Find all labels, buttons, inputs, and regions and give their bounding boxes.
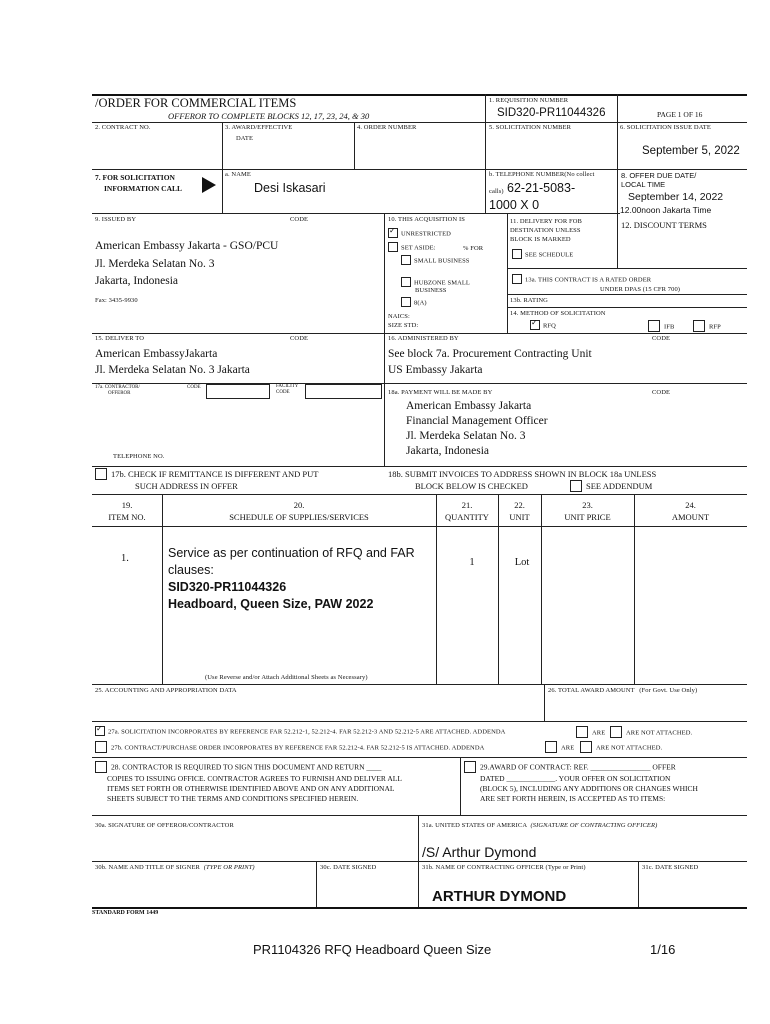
- fob-line-2: DESTINATION UNLESS: [510, 227, 581, 234]
- col-header-amount: [634, 499, 747, 523]
- rated-order-checkbox[interactable]: [512, 275, 651, 285]
- b29-line-4: ARE SET FORTH HEREIN, IS ACCEPTED AS TO ITEMS:: [480, 794, 666, 803]
- remittance-checkbox[interactable]: [95, 469, 318, 481]
- see-schedule-checkbox[interactable]: [512, 250, 573, 260]
- col-label-20: SCHEDULE OF SUPPLIES/SERVICES: [229, 512, 369, 522]
- are-label-27b: ARE: [561, 744, 575, 752]
- small-business-label: SMALL BUSINESS: [414, 257, 470, 265]
- offer-due-label-2: LOCAL TIME: [621, 180, 666, 189]
- are-label-27a: ARE: [592, 729, 606, 737]
- facility-label-2: CODE: [276, 390, 290, 395]
- addendum-label: SEE ADDENDUM: [586, 481, 653, 491]
- col-header-unit: [498, 499, 541, 523]
- form-subtitle: OFFEROR TO COMPLETE BLOCKS 12, 17, 23, 24, & 30: [168, 111, 370, 121]
- unrestricted-label: UNRESTRICTED: [401, 230, 451, 238]
- telephone-label: b. TELEPHONE NUMBER(No collect: [489, 171, 595, 178]
- offer-due-label: 8. OFFER DUE DATE/: [621, 171, 697, 180]
- issued-by-label: 9. ISSUED BY: [95, 216, 137, 223]
- payment-line-4: Jakarta, Indonesia: [406, 445, 490, 457]
- page-number: 1/16: [650, 942, 676, 957]
- document-title: PR1104326 RFQ Headboard Queen Size: [253, 942, 492, 957]
- offeror-signature-label: 30a. SIGNATURE OF OFFEROR/CONTRACTOR: [95, 822, 234, 829]
- method-label: 14. METHOD OF SOLICITATION: [510, 310, 606, 317]
- info-call-label-2: INFORMATION CALL: [104, 184, 182, 193]
- b29-line-3: (BLOCK 5), INCLUDING ANY ADDITIONS OR CHANGES WHICH: [480, 784, 698, 793]
- clause-27a-checkbox[interactable]: [95, 727, 505, 737]
- col-label-19: ITEM NO.: [108, 512, 146, 522]
- invoice-label: 18b. SUBMIT INVOICES TO ADDRESS SHOWN IN BLOCK 18a UNLESS: [388, 469, 657, 479]
- clause-27b-checkbox[interactable]: [95, 742, 484, 754]
- 8a-checkbox[interactable]: [401, 298, 427, 308]
- b28-line-4: SHEETS SUBJECT TO THE TERMS AND CONDITIONS SPECIFIED HEREIN.: [107, 794, 359, 803]
- payment-line-1: American Embassy Jakarta: [406, 400, 532, 412]
- hubzone-business-label: BUSINESS: [415, 287, 447, 294]
- col-num-23: 23.: [582, 500, 593, 510]
- payment-label: 18a. PAYMENT WILL BE MADE BY: [388, 389, 493, 396]
- requisition-number: SID320-PR11044326: [497, 107, 606, 119]
- item-description: [168, 545, 415, 613]
- administered-by-label: 16. ADMINISTERED BY: [388, 335, 459, 342]
- solicitation-info-label: [95, 173, 182, 193]
- col-header-unit-price: [541, 499, 634, 523]
- telephone-number-2: 1000 X 0: [489, 198, 540, 212]
- contractor-label: [95, 385, 140, 397]
- telephone-no-label: TELEPHONE NO.: [113, 453, 165, 460]
- set-aside-label: SET ASIDE:: [401, 244, 436, 252]
- contractor-label-2: OFFEROR: [108, 391, 131, 396]
- fob-line-1: 11. DELIVERY FOR FOB: [510, 218, 582, 225]
- remittance-label: 17b. CHECK IF REMITTANCE IS DIFFERENT AND PUT: [111, 469, 319, 479]
- set-aside-checkbox[interactable]: [388, 243, 436, 253]
- offer-due-time: 12.00noon Jakarta Time: [620, 205, 712, 215]
- hubzone-label: HUBZONE SMALL: [414, 279, 471, 287]
- 8a-label: 8(A): [414, 299, 427, 307]
- issuer-line-3: Jakarta, Indonesia: [95, 275, 179, 287]
- clause-27a-label: 27a. SOLICITATION INCORPORATES BY REFERENCE FAR 52.212-1, 52.212-4. FAR 52.212-3 AND 52.212-5 ARE ATTACHED. ADDENDA: [108, 728, 506, 736]
- dpas-label: UNDER DPAS (15 CFR 700): [600, 286, 681, 293]
- deliver-to-label: 15. DELIVER TO: [95, 335, 145, 342]
- delivery-fob-label: [510, 217, 582, 244]
- contractor-sign-checkbox[interactable]: [95, 762, 402, 804]
- ifb-checkbox[interactable]: [648, 321, 674, 333]
- award-date-label: 3. AWARD/EFFECTIVE: [225, 124, 293, 131]
- issued-code-label: CODE: [290, 216, 309, 223]
- acquisition-label: 10. THIS ACQUISITION IS: [388, 216, 465, 223]
- deliver-line-1: American EmbassyJakarta: [95, 348, 218, 360]
- issuer-line-1: American Embassy Jakarta - GSO/PCU: [95, 240, 279, 252]
- co-signature: /S/ Arthur Dymond: [422, 844, 537, 860]
- signer-name-note: (TYPE OR PRINT): [203, 864, 255, 871]
- are-not-label-27a: ARE NOT ATTACHED.: [626, 729, 693, 737]
- item-number: 1.: [121, 553, 129, 564]
- sheet-note: (Use Reverse and/or Attach Additional Sheets as Necessary): [205, 674, 368, 681]
- issuer-fax: Fax: 3435-9930: [95, 297, 138, 304]
- issue-date: September 5, 2022: [642, 145, 740, 157]
- usa-signature-label: [422, 822, 657, 829]
- b29-line-2: DATED _____________. YOUR OFFER ON SOLICITATION: [480, 774, 671, 783]
- issue-date-label: 6. SOLICITATION ISSUE DATE: [620, 124, 711, 131]
- col-header-item: [92, 499, 162, 523]
- signer-name-text: 30b. NAME AND TITLE OF SIGNER: [95, 864, 200, 871]
- contract-no-label: 2. CONTRACT NO.: [95, 124, 151, 131]
- signer-name-label: [95, 864, 255, 871]
- size-std-label: SIZE STD:: [388, 322, 419, 329]
- total-award-note: (For Govt. Use Only): [639, 687, 698, 694]
- addenda-are-27a[interactable]: [576, 727, 605, 739]
- are-not-label-27b: ARE NOT ATTACHED.: [596, 744, 663, 752]
- facility-label-1: FACILITY: [276, 384, 299, 389]
- award-contract-checkbox[interactable]: [464, 762, 698, 804]
- unrestricted-checkbox[interactable]: [388, 229, 451, 239]
- col-label-21: QUANTITY: [445, 512, 489, 522]
- accounting-label: 25. ACCOUNTING AND APPROPRIATION DATA: [95, 687, 237, 694]
- issuer-line-2: Jl. Merdeka Selatan No. 3: [95, 258, 215, 270]
- col-num-21: 21.: [461, 500, 473, 510]
- rfp-label: RFP: [709, 323, 721, 331]
- contact-name: Desi Iskasari: [254, 181, 326, 195]
- fob-line-3: BLOCK IS MARKED: [510, 236, 571, 243]
- b28-line-2: COPIES TO ISSUING OFFICE. CONTRACTOR AGREES TO FURNISH AND DELIVER ALL: [107, 774, 402, 783]
- award-date-label-2: DATE: [236, 135, 254, 142]
- col-label-24: AMOUNT: [671, 512, 710, 522]
- order-number-label: 4. ORDER NUMBER: [357, 124, 417, 131]
- co-date-label: 31c. DATE SIGNED: [642, 864, 699, 871]
- facility-code-label: [276, 384, 298, 396]
- co-signature-note: (SIGNATURE OF CONTRACTING OFFICER): [530, 822, 658, 829]
- facility-code-field[interactable]: [305, 384, 382, 399]
- clause-27b-label: 27b. CONTRACT/PURCHASE ORDER INCORPORATES BY REFERENCE FAR 52.212-4. FAR 52.212-5 IS ATTACHED. ADDENDA: [111, 744, 485, 752]
- addenda-not-27b[interactable]: [580, 742, 662, 754]
- b28-line-3: ITEMS SET FORTH OR OTHERWISE IDENTIFIED ABOVE AND ON ANY ADDITIONAL: [107, 784, 395, 793]
- co-name-label: 31b. NAME OF CONTRACTING OFFICER (Type or Print): [422, 864, 586, 871]
- addendum-checkbox[interactable]: [570, 481, 652, 493]
- arrow-right-icon: [202, 177, 216, 193]
- ifb-label: IFB: [664, 323, 675, 331]
- payment-code-label: CODE: [652, 389, 671, 396]
- payment-line-3: Jl. Merdeka Selatan No. 3: [406, 430, 526, 442]
- discount-terms-label: 12. DISCOUNT TERMS: [621, 220, 707, 230]
- contractor-code-field[interactable]: [206, 384, 270, 399]
- rating-label: 13b. RATING: [510, 297, 548, 304]
- b28-line-1: 28. CONTRACTOR IS REQUIRED TO SIGN THIS DOCUMENT AND RETURN ____: [111, 762, 382, 772]
- rfq-label: RFQ: [543, 322, 556, 330]
- offeror-date-label: 30c. DATE SIGNED: [320, 864, 377, 871]
- desc-line-4: Headboard, Queen Size, PAW 2022: [168, 597, 374, 611]
- desc-line-2: clauses:: [168, 563, 214, 577]
- solicitation-number-label: 5. SOLICITATION NUMBER: [489, 124, 572, 131]
- form-title: /ORDER FOR COMMERCIAL ITEMS: [95, 96, 297, 110]
- col-label-23: UNIT PRICE: [564, 512, 611, 522]
- telephone-number-1: 62-21-5083-: [507, 181, 576, 195]
- b29-line-1: 29.AWARD OF CONTRACT: REF. ________________ OFFER: [480, 762, 676, 772]
- col-header-quantity: [436, 499, 498, 523]
- col-header-schedule: [162, 499, 436, 523]
- standard-form-label: STANDARD FORM 1449: [92, 910, 159, 916]
- rated-order-label: 13a. THIS CONTRACT IS A RATED ORDER: [525, 276, 652, 284]
- administered-line-1: See block 7a. Procurement Contracting Unit: [388, 348, 592, 360]
- officer-name: ARTHUR DYMOND: [432, 888, 567, 905]
- payment-line-2: Financial Management Officer: [406, 415, 548, 427]
- col-num-22: 22.: [514, 500, 525, 510]
- desc-line-3: SID320-PR11044326: [168, 580, 287, 594]
- col-num-19: 19.: [121, 500, 133, 510]
- item-unit: Lot: [514, 557, 530, 568]
- percent-for-label: % FOR: [463, 245, 484, 252]
- requisition-label: 1. REQUISITION NUMBER: [489, 97, 569, 104]
- contractor-code-label: CODE: [187, 385, 201, 390]
- small-business-checkbox[interactable]: [401, 256, 470, 266]
- telephone-label-2: calls): [489, 188, 504, 195]
- col-label-22: UNIT: [509, 512, 530, 522]
- addenda-not-27a[interactable]: [610, 727, 692, 739]
- col-num-24: 24.: [685, 500, 696, 510]
- administered-code-label: CODE: [652, 335, 671, 342]
- addenda-are-27b[interactable]: [545, 742, 574, 754]
- usa-label: 31a. UNITED STATES OF AMERICA: [422, 822, 527, 829]
- desc-line-1: Service as per continuation of RFQ and FAR: [168, 546, 415, 560]
- page-of: PAGE 1 OF 16: [657, 110, 703, 119]
- info-call-label-1: 7. FOR SOLICITATION: [95, 173, 175, 182]
- invoice-label-2: BLOCK BELOW IS CHECKED: [415, 481, 528, 491]
- naics-label: NAICS:: [388, 313, 410, 320]
- col-num-20: 20.: [293, 500, 305, 510]
- item-quantity: 1: [469, 557, 475, 568]
- rfp-checkbox[interactable]: [693, 321, 721, 333]
- offer-due-date: September 14, 2022: [628, 191, 724, 203]
- total-award-label: [548, 687, 697, 694]
- deliver-code-label: CODE: [290, 335, 309, 342]
- remittance-label-2: SUCH ADDRESS IN OFFER: [135, 481, 238, 491]
- contractor-label-1: 17a. CONTRACTOR/: [95, 385, 140, 390]
- rfq-checkbox[interactable]: [530, 321, 556, 331]
- see-schedule-label: SEE SCHEDULE: [525, 251, 574, 259]
- administered-line-2: US Embassy Jakarta: [388, 364, 483, 376]
- deliver-line-2: Jl. Merdeka Selatan No. 3 Jakarta: [95, 364, 250, 376]
- name-label: a. NAME: [225, 171, 251, 178]
- total-award-text: 26. TOTAL AWARD AMOUNT: [548, 687, 635, 694]
